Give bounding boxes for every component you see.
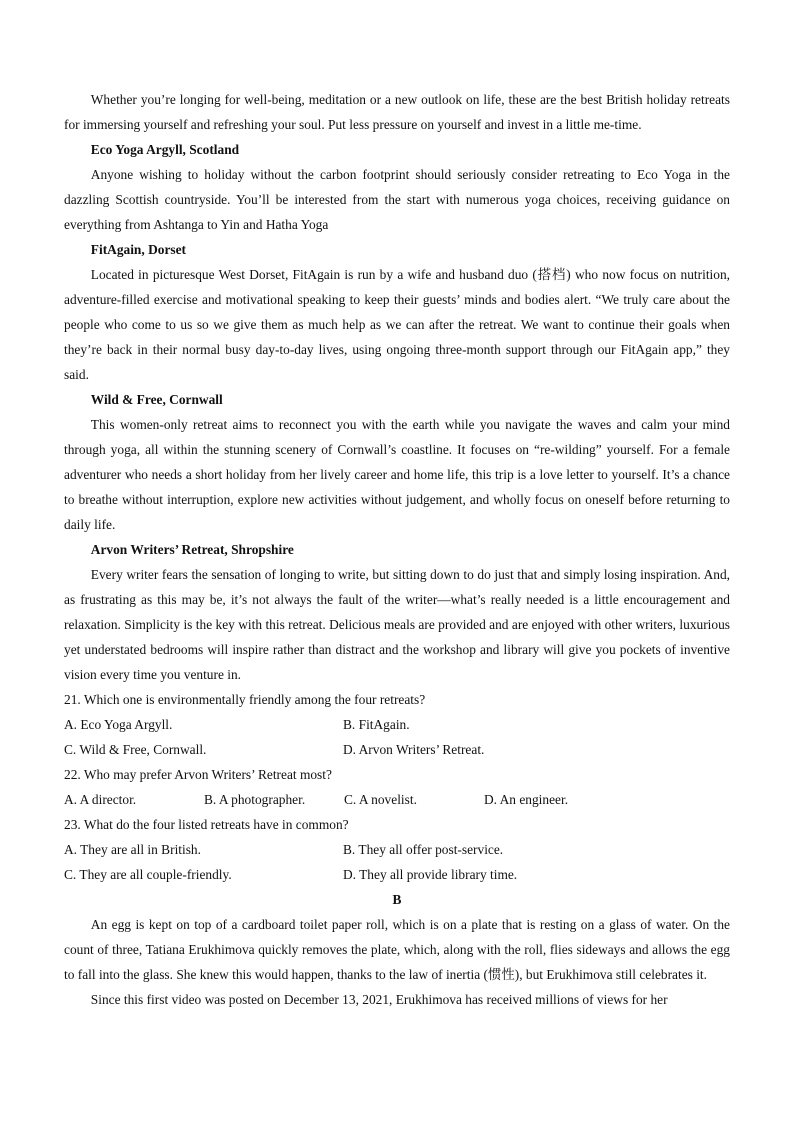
section-title: Eco Yoga Argyll, Scotland <box>90 142 240 157</box>
question-stem: 22. Who may prefer Arvon Writers’ Retreat most? <box>64 767 332 782</box>
option-c: C. They are all couple-friendly. <box>64 867 232 882</box>
section-title: Arvon Writers’ Retreat, Shropshire <box>90 542 294 557</box>
question-options <box>64 787 730 812</box>
question-stem: 23. What do the four listed retreats have in common? <box>64 817 349 832</box>
passage-a-intro: Whether you’re longing for well-being, meditation or a new outlook on life, these are the best British holiday retreats for immersing yourself and refreshing your soul. Put less pressure on yourself and invest in a little me-time. <box>64 92 730 132</box>
section-title: Wild & Free, Cornwall <box>90 392 223 407</box>
section-body: Anyone wishing to holiday without the carbon footprint should seriously consider retreating to Eco Yoga in the dazzling Scottish countryside. You’ll be interested from the start with numerous yoga choices, receiving guidance on everything from Ashtanga to Yin and Hatha Yoga <box>64 167 730 232</box>
option-a: A. Eco Yoga Argyll. <box>64 717 173 732</box>
question-options <box>64 712 730 762</box>
section-body: Every writer fears the sensation of longing to write, but sitting down to do just that and simply losing inspiration. And, as frustrating as this may be, it’s not always the fault of the writer—what’s really needed is a little encouragement and relaxation. Simplicity is the key with this retreat. Delicious meals are provided and are enjoyed with other writers, luxurious yet understated bedrooms will inspire rather than distract and the workshop and library will give you pockets of inventive vision every time you venture in. <box>64 567 730 682</box>
section-label: B <box>392 892 402 907</box>
option-b: B. FitAgain. <box>343 717 410 732</box>
passage-b-paragraph: An egg is kept on top of a cardboard toilet paper roll, which is on a plate that is resting on a glass of water. On the count of three, Tatiana Erukhimova quickly removes the plate, which, along with the roll, flies sideways and allows the egg to fall into the glass. She knew this would happen, thanks to the law of inertia (惯性), but Erukhimova still celebrates it. <box>64 917 730 982</box>
option-c: C. A novelist. <box>344 792 417 807</box>
option-c: C. Wild & Free, Cornwall. <box>64 742 207 757</box>
option-d: D. They all provide library time. <box>343 867 518 882</box>
document-page <box>64 87 730 1012</box>
option-a: A. They are all in British. <box>64 842 201 857</box>
section-title: FitAgain, Dorset <box>90 242 187 257</box>
question-stem: 21. Which one is environmentally friendly among the four retreats? <box>64 692 426 707</box>
section-body: Located in picturesque West Dorset, FitAgain is run by a wife and husband duo (搭档) who now focus on nutrition, adventure-filled exercise and motivational speaking to keep their guests’ minds and bodies alert. “We truly care about the people who come to us so we give them as much help as we can after the retreat. We want to continue their goals when they’re back in their normal busy day-to-day lives, using ongoing three-month support through our FitAgain app,” they said. <box>64 267 730 382</box>
option-d: D. Arvon Writers’ Retreat. <box>343 742 485 757</box>
section-body: This women-only retreat aims to reconnect you with the earth while you navigate the waves and calm your mind through yoga, all within the stunning scenery of Cornwall’s coastline. It focuses on “re-wilding” yourself. For a female adventurer who needs a short holiday from her lively career and home life, this trip is a love letter to yourself. It’s a chance to breathe without interruption, explore new activities without judgement, and wholly focus on oneself before returning to daily life. <box>64 417 730 532</box>
option-b: B. They all offer post-service. <box>343 842 504 857</box>
option-b: B. A photographer. <box>204 792 306 807</box>
question-options <box>64 837 730 887</box>
passage-b-paragraph: Since this first video was posted on December 13, 2021, Erukhimova has received millions of views for her <box>90 992 668 1007</box>
option-a: A. A director. <box>64 792 137 807</box>
option-d: D. An engineer. <box>484 792 569 807</box>
